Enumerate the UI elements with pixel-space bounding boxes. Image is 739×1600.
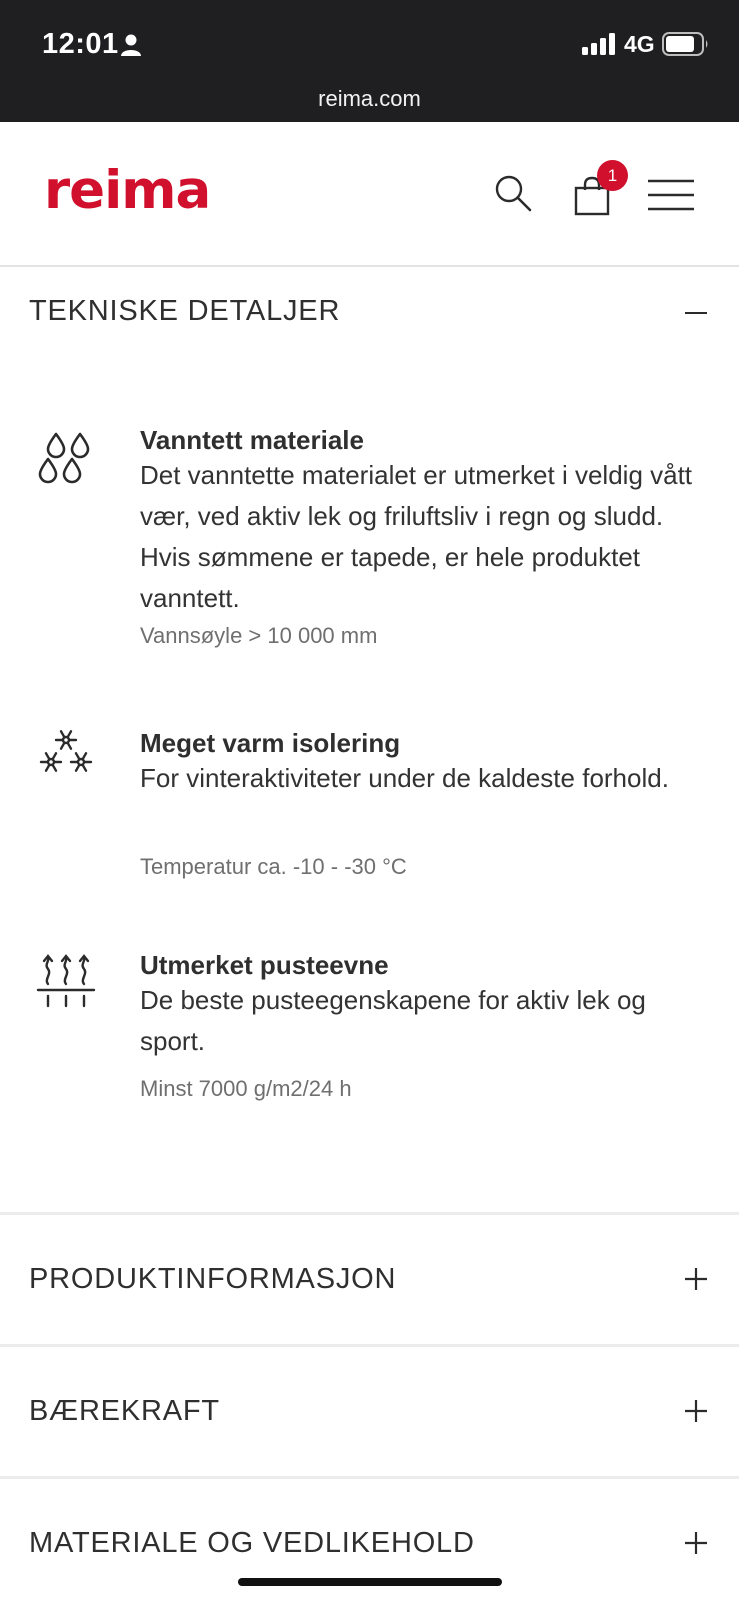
accordion-product-info[interactable] [0,1215,739,1345]
feature-description: Det vanntette materialet er utmerket i veldig vått vær, ved aktiv lek og friluftsliv i regn og sludd. Hvis sømmene er tapede, er hele produktet vanntett. [140,460,693,613]
hamburger-menu-icon[interactable] [648,178,694,212]
raindrops-icon [36,430,96,490]
plus-icon[interactable] [684,1399,708,1423]
feature-title: Meget varm isolering [140,728,401,758]
accordion-title: PRODUKTINFORMASJON [29,1263,397,1295]
feature-spec: Vannsøyle > 10 000 mm [140,623,378,648]
accordion-technical-details[interactable] [0,267,739,357]
feature-title: Vanntett materiale [140,425,364,455]
feature-spec: Minst 7000 g/m2/24 h [140,1076,352,1101]
cart-count-badge[interactable]: 1 [597,160,628,191]
accordion-title: BÆREKRAFT [29,1395,220,1427]
snowflakes-icon [36,728,96,788]
battery-icon [662,32,710,56]
breathability-icon [36,954,96,1014]
accordion-title: TEKNISKE DETALJER [29,295,341,327]
accordion-title: MATERIALE OG VEDLIKEHOLD [29,1527,475,1559]
accordion-sustainability[interactable] [0,1347,739,1477]
status-time: 12:01 [42,28,119,60]
signal-icon [582,33,618,55]
feature-description: De beste pusteegenskapene for aktiv lek og sport. [140,985,646,1056]
status-bar [0,0,739,122]
plus-icon[interactable] [684,1531,708,1555]
plus-icon[interactable] [684,1267,708,1291]
home-indicator[interactable] [238,1578,502,1586]
person-icon [120,33,142,57]
reima-logo[interactable]: reima [44,160,211,221]
feature-title: Utmerket pusteevne [140,950,389,980]
network-type: 4G [624,31,655,57]
site-header [0,122,739,267]
address-bar-url[interactable]: reima.com [318,86,421,111]
search-icon[interactable] [494,174,532,212]
feature-spec: Temperatur ca. -10 - -30 °C [140,854,407,879]
minus-icon[interactable] [684,301,708,325]
feature-description: For vinteraktiviteter under de kaldeste forhold. [140,763,669,793]
